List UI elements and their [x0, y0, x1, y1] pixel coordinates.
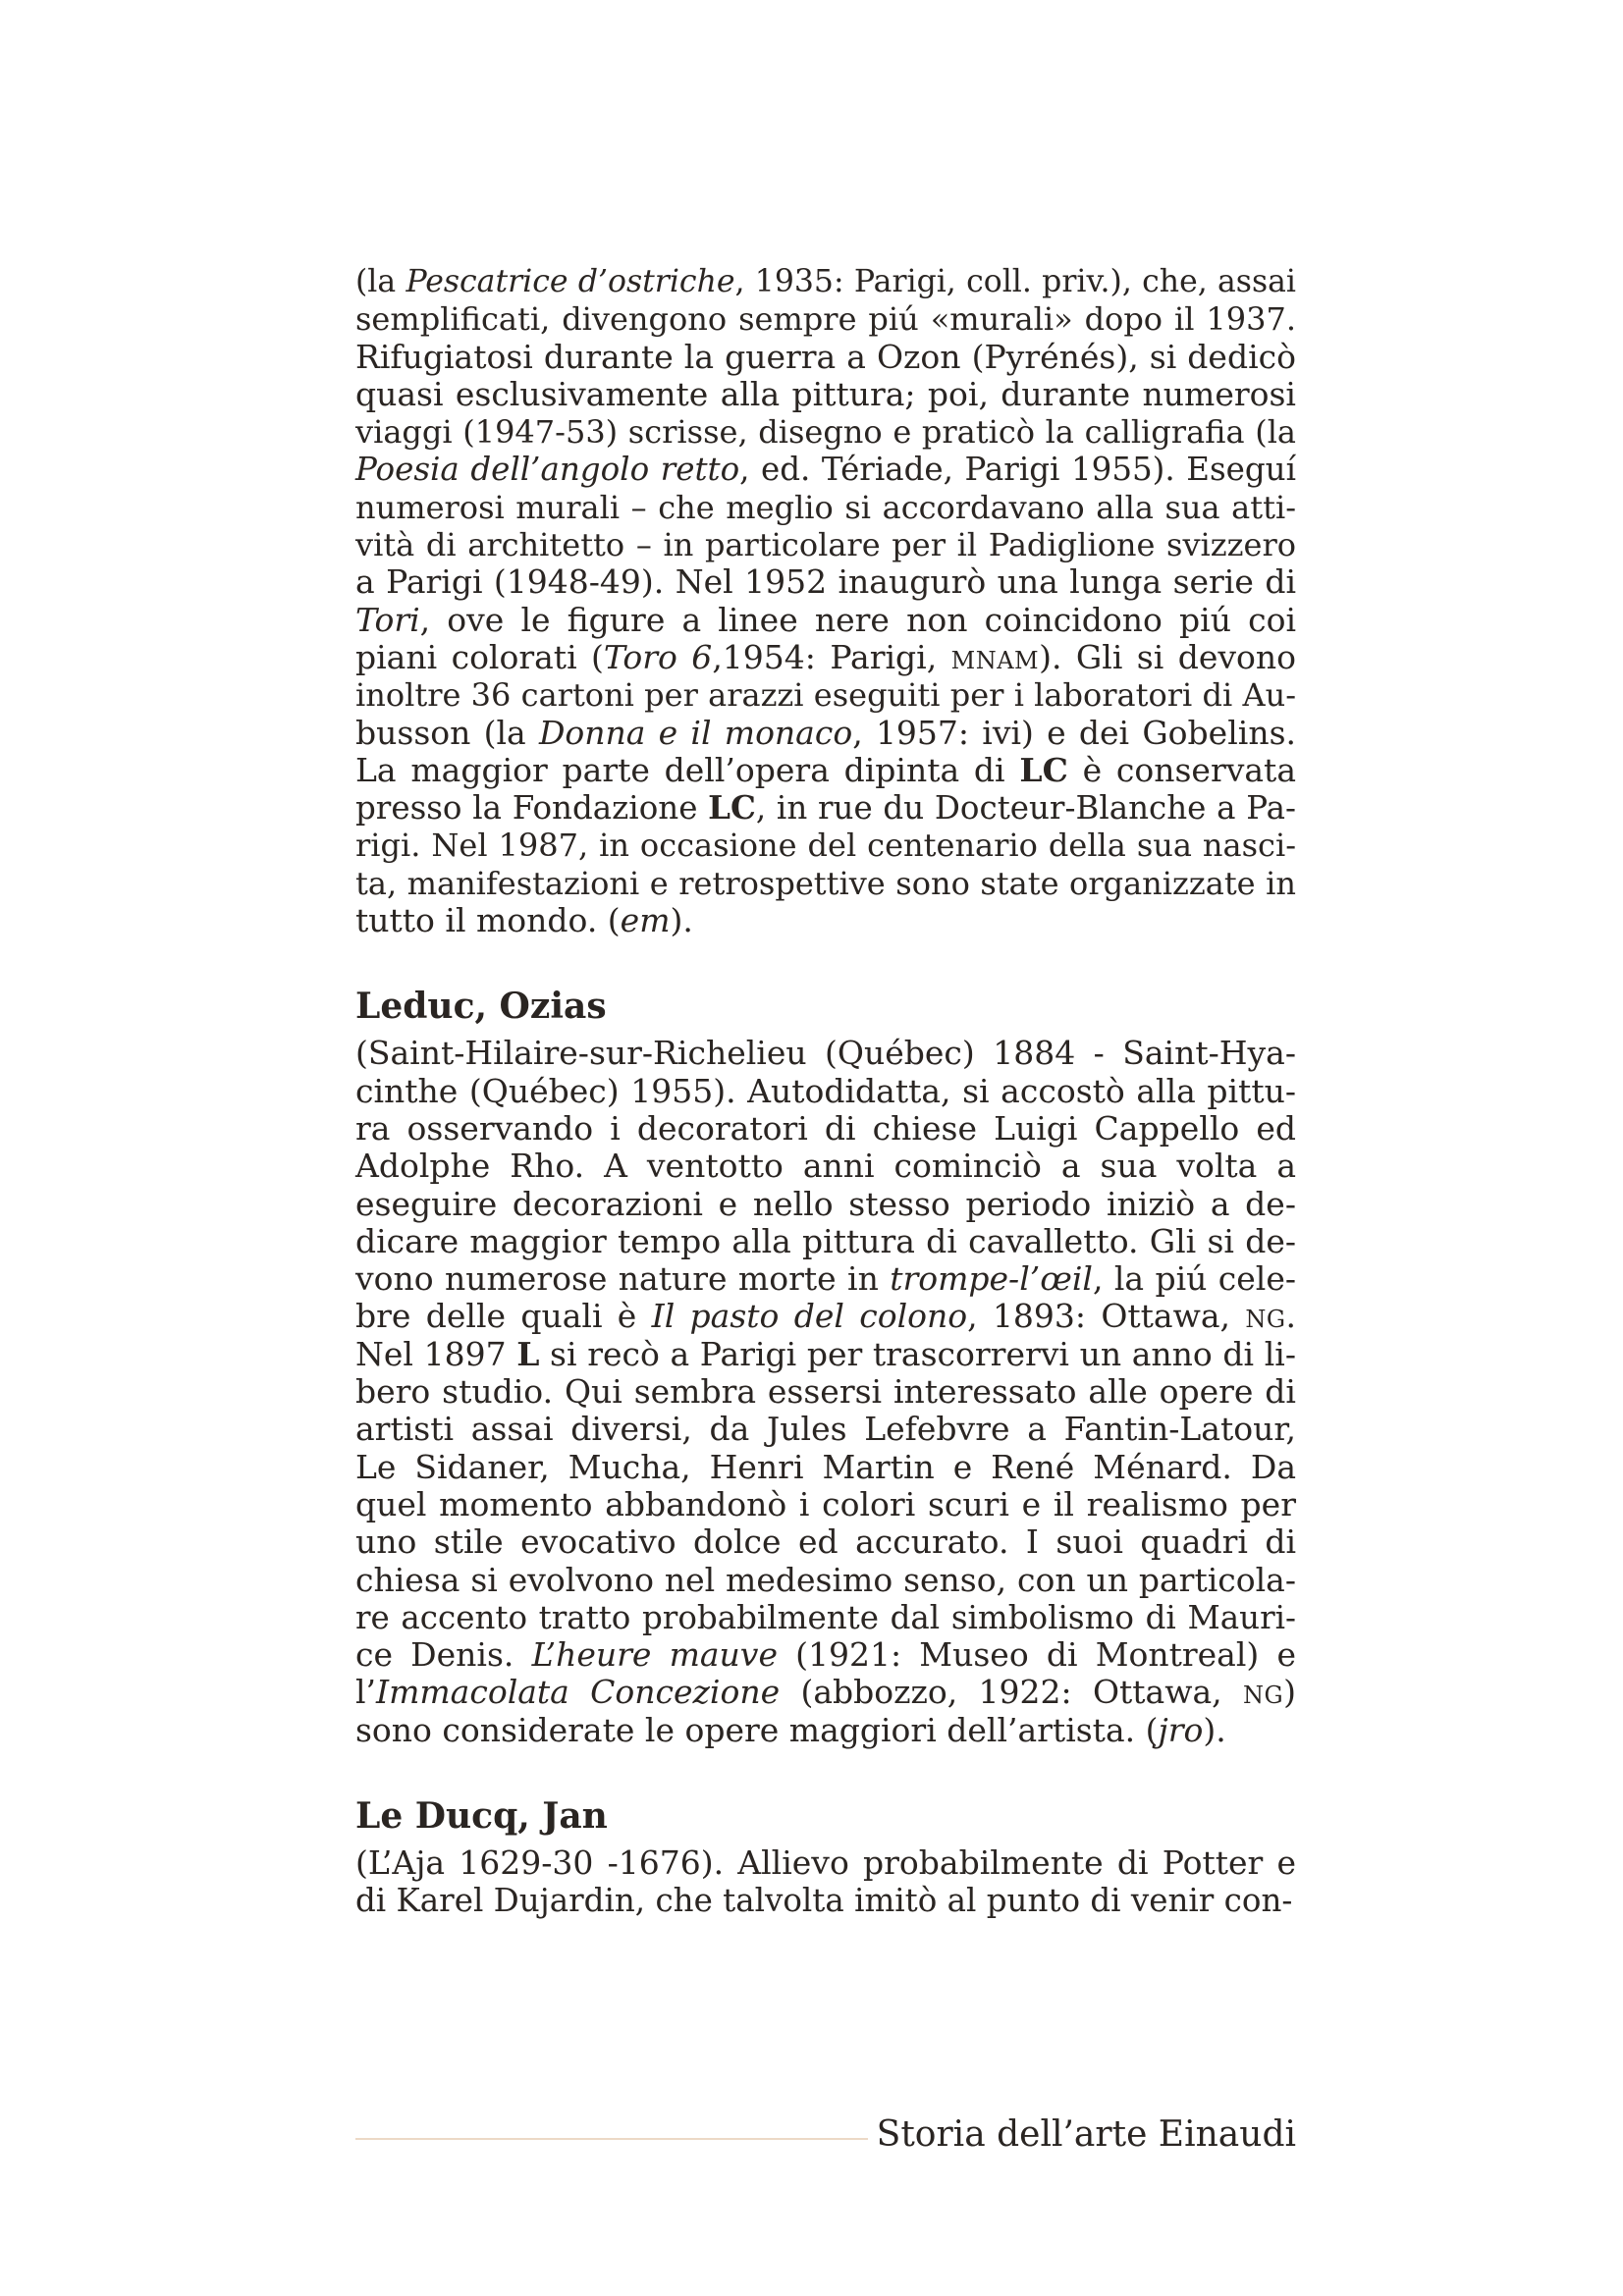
italic-text: em — [620, 901, 671, 940]
text-run: (abbozzo, 1922: Ottawa, — [780, 1673, 1243, 1712]
text-line — [355, 1186, 1296, 1223]
italic-text: L’heure mauve — [531, 1635, 778, 1675]
text-line — [355, 1562, 1296, 1599]
text-run: cinthe (Québec) 1955). Autodidatta, si accostò alla pittu- — [355, 1071, 1296, 1110]
text-line — [355, 1373, 1296, 1411]
text-run: inoltre 36 cartoni per arazzi eseguiti per i laboratori di Au- — [355, 676, 1296, 715]
text-line — [355, 451, 1296, 488]
small-caps-text: MNAM — [950, 646, 1040, 674]
text-line — [355, 865, 1296, 902]
text-run: l’ — [355, 1673, 377, 1712]
text-run: ). Gli si devono — [1039, 637, 1296, 676]
text-line — [355, 827, 1296, 864]
text-run: ). — [1203, 1710, 1226, 1749]
text-run: ra osservando i decoratori di chiese Luigi Cappello ed — [355, 1108, 1296, 1148]
text-line — [355, 1844, 1296, 1882]
text-line — [355, 715, 1296, 752]
text-line — [355, 1636, 1296, 1674]
text-run: ). — [670, 901, 693, 940]
italic-text: Toro 6 — [603, 637, 713, 676]
text-run: dicare maggior tempo alla pittura di cavalletto. Gli si de- — [355, 1221, 1296, 1260]
text-line — [355, 489, 1296, 526]
text-run: quel momento abbandonò i colori scuri e il realismo per — [355, 1484, 1296, 1523]
text-run: , la piú cele- — [1093, 1259, 1297, 1299]
text-line — [355, 526, 1296, 563]
text-run: artisti assai diversi, da Jules Lefebvre a Fantin-Latour, — [355, 1410, 1296, 1449]
text-run: di Karel Dujardin, che talvolta imitò al punto di venir con- — [355, 1882, 1293, 1920]
bold-text: L — [516, 1334, 540, 1373]
page-text — [355, 263, 1296, 1920]
text-run: Nel 1897 — [355, 1334, 517, 1373]
text-run: tutto il mondo. ( — [355, 901, 621, 940]
text-run: quasi esclusivamente alla pittura; poi, durante numerosi — [355, 374, 1296, 413]
text-run: vono numerose nature morte in — [355, 1259, 891, 1299]
footer-rule — [355, 2138, 868, 2140]
paragraph — [355, 263, 1296, 939]
text-run: si recò a Parigi per trascorrervi un anno di li- — [539, 1334, 1296, 1373]
text-line — [355, 1336, 1296, 1373]
text-run: bero studio. Qui sembra essersi interessato alle opere di — [355, 1372, 1296, 1412]
text-line — [355, 1110, 1296, 1148]
text-run: rigi. Nel 1987, in occasione del centenario della sua nasci- — [355, 827, 1296, 865]
text-run: semplificati, divengono sempre piú «murali» dopo il 1937. — [355, 300, 1296, 339]
text-line — [355, 1223, 1296, 1260]
bold-text: LC — [1019, 750, 1068, 789]
text-run: ) — [1283, 1673, 1296, 1712]
italic-text: Donna e il monaco — [538, 713, 853, 752]
text-line — [355, 676, 1296, 714]
text-run: (L’Aja 1629-30 -1676). Allievo probabilmente di Potter e — [355, 1842, 1296, 1882]
text-line — [355, 602, 1296, 639]
italic-text: Poesia dell’angolo retto — [355, 451, 740, 489]
text-run: (1921: Museo di Montreal) e — [777, 1635, 1296, 1675]
text-run: , ove le figure a linee nere non coincidono piú coi — [419, 600, 1296, 639]
text-run: a Parigi (1948-49). Nel 1952 inaugurò una lunga serie di — [355, 562, 1296, 602]
text-run: eseguire decorazioni e nello stesso periodo iniziò a de- — [355, 1184, 1296, 1223]
text-run: , 1935: Parigi, coll. priv.), che, assai — [734, 264, 1296, 299]
text-line — [355, 1599, 1296, 1636]
text-line — [355, 1882, 1296, 1919]
text-run: numerosi murali – che meglio si accordavano alla sua atti- — [355, 488, 1296, 526]
text-run: vità di architetto – in particolare per il Padiglione svizzero — [355, 526, 1296, 564]
text-run: , 1893: Ottawa, — [967, 1297, 1246, 1336]
text-line — [355, 263, 1296, 300]
text-run: (Saint-Hilaire-sur-Richelieu (Québec) 1884 - Saint-Hya- — [355, 1034, 1296, 1073]
text-line — [355, 1148, 1296, 1185]
entry-heading: Le Ducq, Jan — [355, 1794, 608, 1837]
italic-text: trompe-l’œil — [890, 1259, 1093, 1299]
text-run: (la — [355, 264, 406, 299]
text-run: ta, manifestazioni e retrospettive sono state organizzate in — [355, 864, 1296, 902]
footer-title: Storia dell’arte Einaudi — [876, 2114, 1296, 2155]
text-line — [355, 902, 1296, 939]
text-run: ,1954: Parigi, — [712, 637, 951, 676]
italic-text: Tori — [355, 600, 420, 639]
text-line — [355, 1523, 1296, 1561]
text-line — [355, 1411, 1296, 1448]
text-run: uno stile evocativo dolce ed accurato. I suoi quadri di — [355, 1522, 1296, 1562]
text-line — [355, 413, 1296, 451]
text-run: è conservata — [1067, 750, 1296, 789]
text-line — [355, 1712, 1296, 1749]
paragraph — [355, 1035, 1296, 1749]
small-caps-text: NG — [1242, 1682, 1284, 1710]
text-line — [355, 752, 1296, 789]
text-run: bre delle quali è — [355, 1297, 652, 1336]
text-run: Adolphe Rho. A ventotto anni cominciò a sua volta a — [355, 1147, 1296, 1186]
text-run: piani colorati ( — [355, 637, 604, 676]
text-line — [355, 639, 1296, 676]
text-line — [355, 1260, 1296, 1298]
entry-heading: Leduc, Ozias — [355, 986, 607, 1028]
text-run: re accento tratto probabilmente dal simbolismo di Mauri- — [355, 1598, 1296, 1636]
text-line — [355, 789, 1296, 827]
small-caps-text: NG — [1245, 1306, 1286, 1334]
italic-text: Pescatrice d’ostriche — [406, 264, 735, 299]
text-run: sono considerate le opere maggiori dell’artista. ( — [355, 1710, 1159, 1749]
text-run: chiesa si evolvono nel medesimo senso, con un particola- — [355, 1560, 1296, 1599]
text-line — [355, 1674, 1296, 1711]
text-run: , in rue du Docteur-Blanche a Pa- — [755, 789, 1296, 828]
text-run: presso la Fondazione — [355, 789, 709, 828]
text-line — [355, 1449, 1296, 1486]
text-line — [355, 339, 1296, 376]
text-line — [355, 1035, 1296, 1072]
text-run: La maggior parte dell’opera dipinta di — [355, 750, 1020, 789]
text-line — [355, 1486, 1296, 1523]
italic-text: Immacolata Concezione — [376, 1673, 781, 1712]
text-line — [355, 300, 1296, 338]
text-run: Le Sidaner, Mucha, Henri Martin e René Ménard. Da — [355, 1447, 1296, 1486]
italic-text: Il pasto del colono — [651, 1297, 968, 1336]
text-run: , 1957: ivi) e dei Gobelins. — [852, 713, 1296, 752]
text-line — [355, 1073, 1296, 1110]
text-run: ce Denis. — [355, 1635, 532, 1675]
text-run: viaggi (1947-53) scrisse, disegno e praticò la calligrafia (la — [355, 413, 1296, 452]
text-line — [355, 376, 1296, 413]
text-run: . — [1285, 1297, 1296, 1336]
text-line — [355, 563, 1296, 601]
italic-text: jro — [1158, 1710, 1204, 1749]
paragraph — [355, 1844, 1296, 1920]
text-run: busson (la — [355, 713, 539, 752]
text-run: , ed. Tériade, Parigi 1955). Eseguí — [739, 451, 1296, 489]
bold-text: LC — [708, 788, 756, 828]
text-run: Rifugiatosi durante la guerra a Ozon (Pyrénés), si dedicò — [355, 337, 1296, 376]
text-line — [355, 1298, 1296, 1335]
